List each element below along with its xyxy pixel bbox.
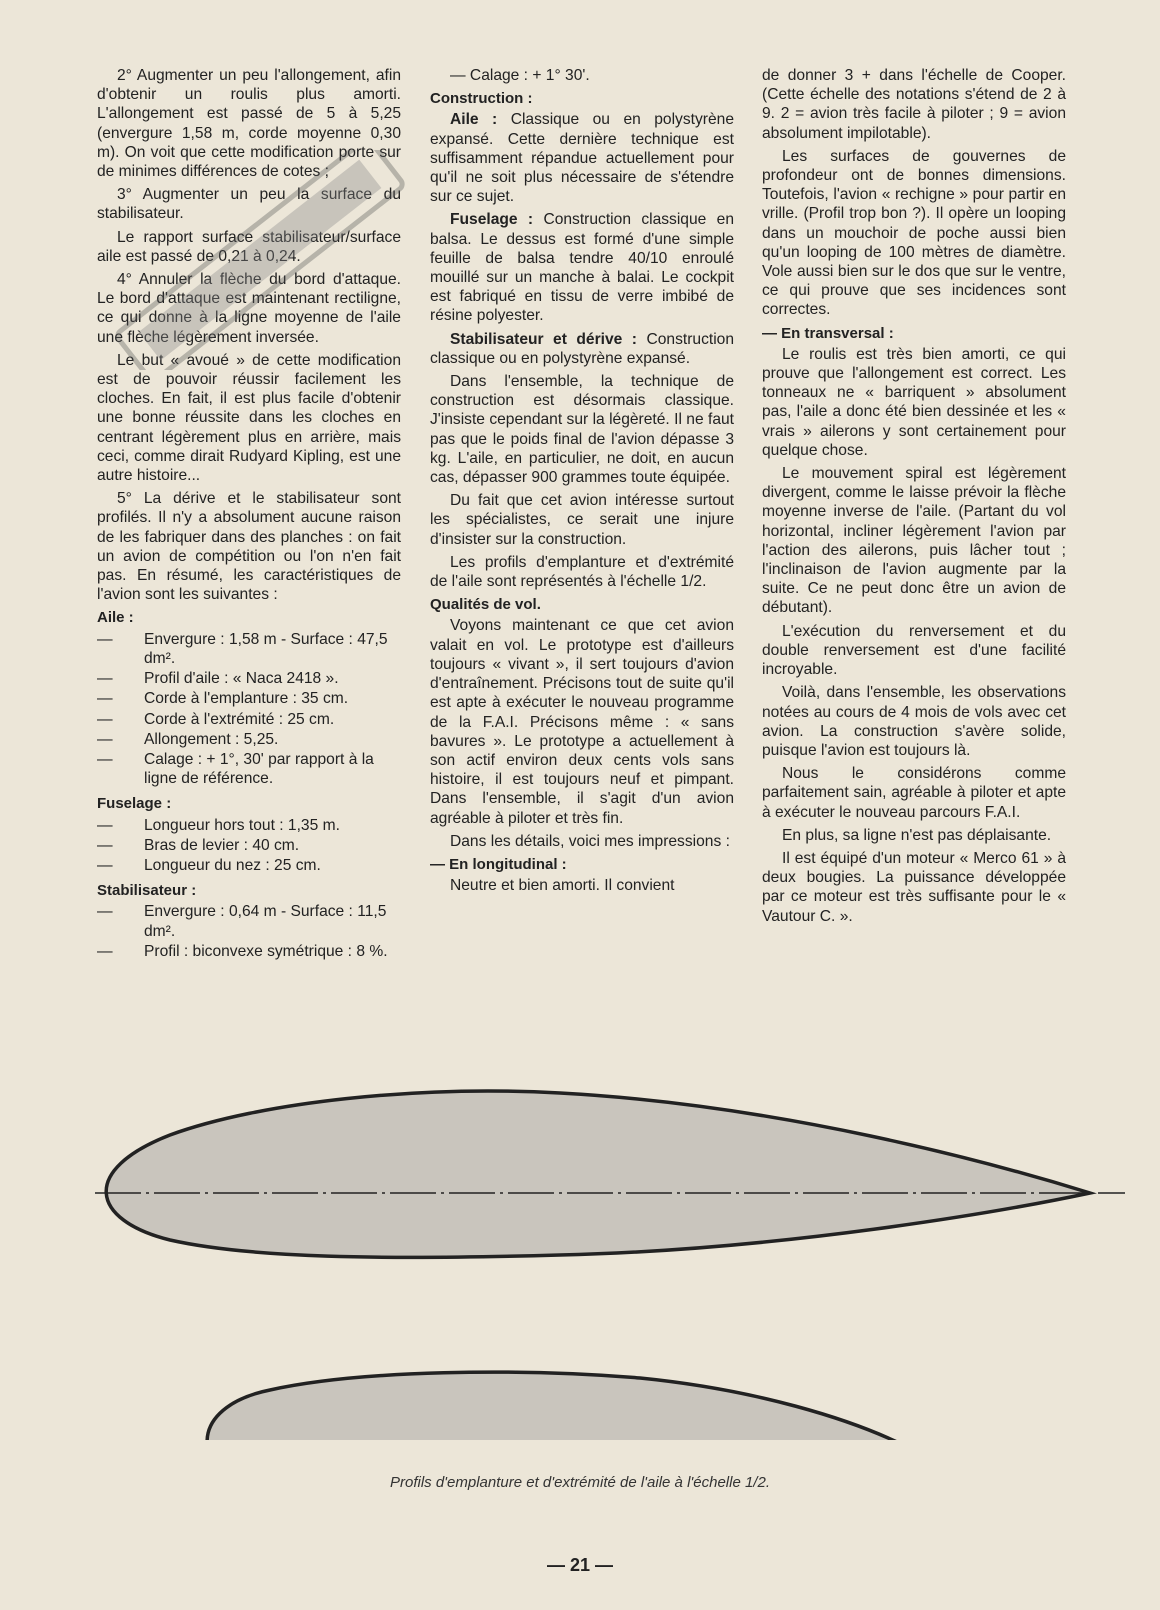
paragraph-neutre: Neutre et bien amorti. Il convient <box>450 877 675 895</box>
heading-fuselage: Fuselage : <box>97 795 172 813</box>
paragraph-fuselage: Fuselage : Construction classique en balsa. Le dessus est formé d'une simple feuille de balsa tendre 40/10 enroulé mouillé sur un manche à balai. Le cockpit est fabriqué en tissu de verre imbibé de résine polyester. <box>430 211 734 325</box>
page-number: — 21 — <box>546 1555 614 1575</box>
column-1 <box>97 66 401 962</box>
calage-line: — Calage : + 1° 30'. <box>450 67 590 84</box>
column-2 <box>430 66 734 899</box>
list-item: — Longueur hors tout : 1,35 m. <box>97 816 340 834</box>
paragraph-aile: Aile : Classique ou en polystyrène expansé. Cette dernière technique est suffisamment répandue actuellement pour qu'il ne soit plus nécessaire de s'étendre sur ce sujet. <box>430 111 734 206</box>
figure-caption: Profils d'emplanture et d'extrémité de l'aile à l'échelle 1/2. <box>390 1474 770 1491</box>
list-fuselage <box>97 816 401 876</box>
list-item: — Envergure : 1,58 m - Surface : 47,5 dm². <box>97 630 388 667</box>
paragraph-surfaces: Les surfaces de gouvernes de profondeur ont de bonnes dimensions. Toutefois, l'avion « rechigne » pour partir en vrille. (Profil trop bon ?). Il opère un looping dans un mouchoir de poche aussi bien qu'un looping de 100 mètres de diamètre. Vole aussi bien sur le dos que sur le ventre, ce qui prouve que ses incidences sont correctes. <box>762 147 1066 319</box>
tip-profile <box>190 1372 940 1440</box>
paragraph-profils: Les profils d'emplanture et d'extrémité de l'aile sont représentés à l'échelle 1/2. <box>430 553 734 591</box>
paragraph-fleche: 4° Annuler la flèche du bord d'attaque. Le bord d'attaque est maintenant rectiligne, ce qui donne à la ligne moyenne de l'aile une flèche légèrement inversée. <box>97 271 401 346</box>
paragraph-voyons: Voyons maintenant ce que cet avion valait en vol. Le prototype est d'ailleurs toujours « vivant », il sert toujours d'avion d'entraînement. Précisons tout de suite qu'il est apte à exécuter le nouveau programme de la F.A.I. Précisons même : « sans bavures ». Le prototype a actuellement à son actif environ deux cents vols sans histoire, il est toujours neuf et pimpant. Dans l'ensemble, il s'agit d'un avion agréable à piloter et très fin. <box>430 617 734 827</box>
list-item: — Envergure : 0,64 m - Surface : 11,5 dm². <box>97 903 387 940</box>
list-item: — Profil : biconvexe symétrique : 8 %. <box>97 942 388 960</box>
paragraph-details: Dans les détails, voici mes impressions : <box>450 832 730 850</box>
paragraph-stab-derive: Stabilisateur et dérive : Construction classique ou en polystyrène expansé. <box>430 330 735 367</box>
list-stabilisateur <box>97 902 401 961</box>
heading-transversal: — En transversal : <box>762 324 894 342</box>
paragraph-equipe: Il est équipé d'un moteur « Merco 61 » à deux bougies. La puissance développée par ce moteur est très suffisante pour le « Vautour C. ». <box>762 849 1066 925</box>
list-item: — Calage : + 1°, 30' par rapport à la ligne de référence. <box>97 750 374 788</box>
paragraph-roulis: Le roulis est très bien amorti, ce qui prouve que l'allongement est correct. Les tonneaux ne « barriquent » absolument pas, l'aile a donc été bien dessinée et les « vrais » ailerons y sont certainement pour quelque chose. <box>762 345 1066 459</box>
paragraph-cooper: de donner 3 + dans l'échelle de Cooper. (Cette échelle des notations s'étend de 2 à 9. 2 = avion très facile à piloter ; 9 = avion absolument impilotable). <box>762 67 1066 142</box>
list-item: — Allongement : 5,25. <box>97 730 279 748</box>
heading-longitudinal: — En longitudinal : <box>430 855 567 873</box>
paragraph-fait: Du fait que cet avion intéresse surtout les spécialistes, ce serait une injure d'insister sur la construction. <box>430 492 734 548</box>
paragraph-stabilisateur: 3° Augmenter un peu la surface du stabilisateur. <box>97 186 401 223</box>
paragraph-ensemble: Dans l'ensemble, la technique de construction est désormais classique. J'insiste cependant sur la légèreté. Il ne faut pas que le poids final de l'avion dépasse 3 kg. L'aile, en particulier, ne doit, en aucun cas, dépasser 900 grammes toute équipée. <box>430 373 734 487</box>
paragraph-but: Le but « avoué » de cette modification est de pouvoir réussir facilement les cloches. En fait, il est plus facile d'obtenir une bonne réussite dans les cloches en centrant légèrement plus en arrière, mais ceci, comme dirait Rudyard Kipling, est une autre histoire... <box>97 351 401 485</box>
heading-stabilisateur: Stabilisateur : <box>97 882 197 900</box>
paragraph-considerons: Nous le considérons comme parfaitement sain, agréable à piloter et apte à exécuter le nouveau parcours F.A.I. <box>762 765 1066 821</box>
list-item: — Bras de levier : 40 cm. <box>97 836 300 854</box>
paragraph-rapport: Le rapport surface stabilisateur/surface aile est passé de 0,21 à 0,24. <box>97 228 401 265</box>
paragraph-voila: Voilà, dans l'ensemble, les observations notées au cours de 4 mois de vols avec cet avion. La construction s'avère solide, puisque l'avion est toujours là. <box>762 684 1066 759</box>
paragraph-plus: En plus, sa ligne n'est pas déplaisante. <box>782 826 1052 844</box>
list-item: — Profil d'aile : « Naca 2418 ». <box>97 670 339 688</box>
list-item: — Longueur du nez : 25 cm. <box>97 856 321 874</box>
heading-aile: Aile : <box>97 609 134 627</box>
list-item: — Corde à l'emplanture : 35 cm. <box>97 690 349 708</box>
column-3 <box>762 66 1066 930</box>
paragraph-spiral: Le mouvement spiral est légèrement divergent, comme le laisse prévoir la flèche moyenne inverse de l'aile. (Partant du vol horizontal, incliner légèrement l'avion par l'action des ailerons, puis lâcher tout ; l'inclinaison de l'avion augmente par la suite. Ce ne peut donc être un avion de débutant). <box>762 465 1066 617</box>
paragraph-derive: 5° La dérive et le stabilisateur sont profilés. Il n'y a absolument aucune raison de les fabriquer dans des planches : on fait un avion de compétition ou l'on n'en fait pas. En résumé, les caractéristiques de l'avion sont les suivantes : <box>97 490 401 604</box>
paragraph-execution: L'exécution du renversement et du double renversement est d'une facilité incroyable. <box>762 622 1066 679</box>
list-aile <box>97 630 401 789</box>
root-profile <box>95 1091 1125 1257</box>
list-item: — Corde à l'extrémité : 25 cm. <box>97 710 335 728</box>
heading-qualites: Qualités de vol. <box>430 596 541 614</box>
wing-profiles-figure <box>0 1080 1160 1440</box>
heading-construction: Construction : <box>430 90 533 108</box>
paragraph-allongement: 2° Augmenter un peu l'allongement, afin d'obtenir un roulis plus amorti. L'allongement est passé de 5 à 5,25 (envergure 1,58 m, corde moyenne 0,30 m). On voit que cette modification porte sur de minimes différences de cotes ; <box>97 67 401 181</box>
